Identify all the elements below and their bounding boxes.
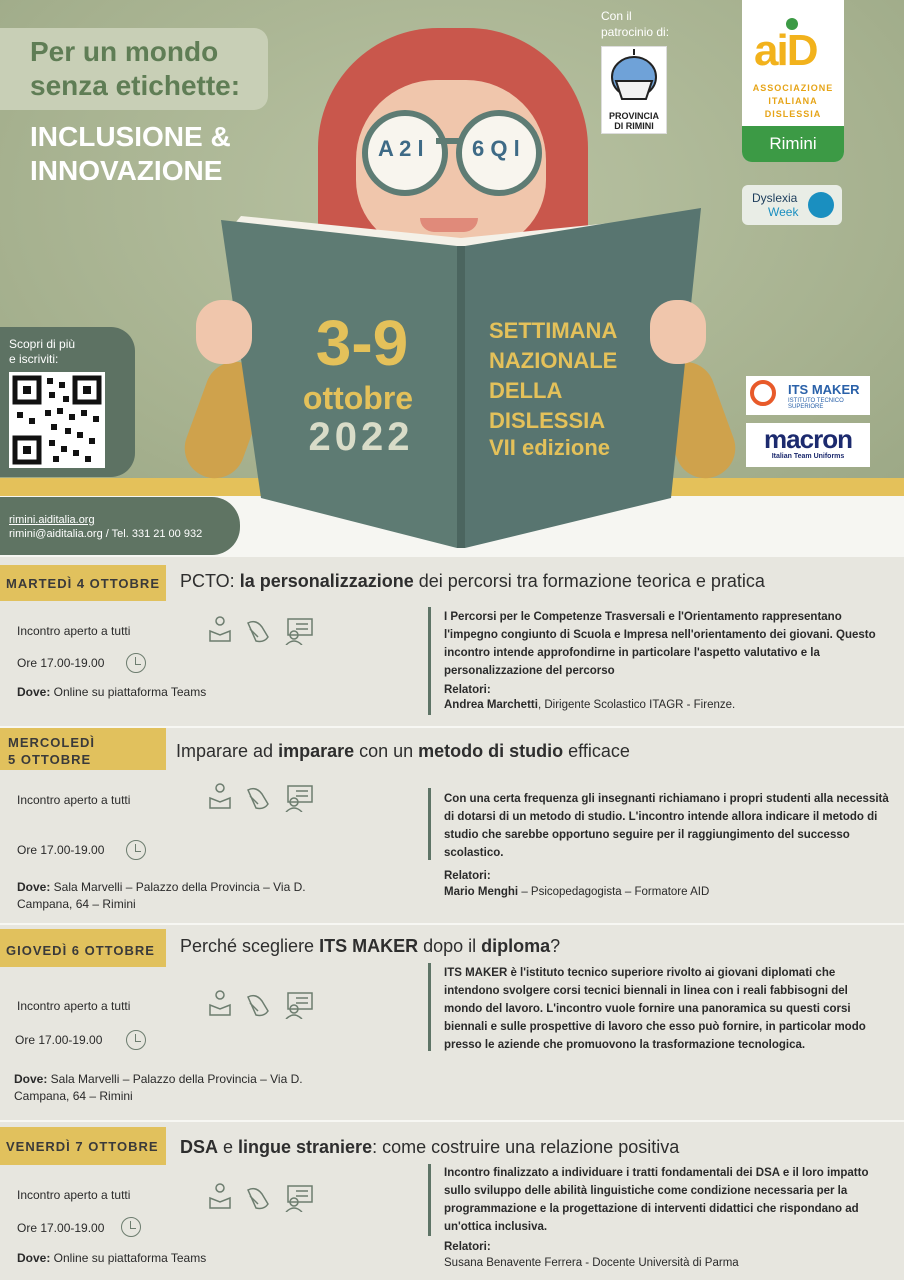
location-text: Sala Marvelli – Palazzo della Provincia – Via D. Campana, 64 – Rimini xyxy=(17,880,306,911)
contact-panel xyxy=(0,497,240,555)
divider-line xyxy=(428,1164,431,1236)
clock-icon xyxy=(126,653,146,673)
location-text: Sala Marvelli – Palazzo della Provincia – Via D. Campana, 64 – Rimini xyxy=(14,1072,303,1103)
week-line: NAZIONALE xyxy=(489,348,618,373)
event-day: VENERDÌ 7 OTTOBRE xyxy=(0,1127,166,1165)
title-bold: diploma xyxy=(481,936,551,956)
dyslexia-d-icon xyxy=(808,192,834,218)
aid-city: Rimini xyxy=(769,134,817,153)
email-phone[interactable]: rimini@aiditalia.org / Tel. 331 21 00 932 xyxy=(9,528,203,540)
speaker: Susana Benavente Ferrera - Docente Università di Parma xyxy=(444,1257,739,1269)
title-part: dei percorsi tra formazione teorica e pratica xyxy=(413,571,765,591)
glasses-letters: 6 Q l xyxy=(472,136,520,161)
subtitle-line: INCLUSIONE & xyxy=(30,121,231,152)
location-label: Dove: xyxy=(17,1251,51,1265)
speaker xyxy=(444,886,709,898)
event-card xyxy=(0,1122,904,1280)
macron-subtitle: Italian Team Uniforms xyxy=(771,453,845,460)
event-location xyxy=(17,879,317,913)
patronage-text xyxy=(601,8,669,40)
qr-caption-line: Scopri di più xyxy=(9,337,76,351)
aid-letters: aiD xyxy=(754,26,817,75)
title-bold: imparare xyxy=(278,741,355,761)
subtitle-line: INNOVAZIONE xyxy=(30,155,223,186)
divider-line xyxy=(428,963,431,1051)
glasses-left-icon xyxy=(362,110,448,196)
title-bold: la personalizzazione xyxy=(239,571,414,591)
event-title xyxy=(180,936,560,957)
aid-line: ITALIANA xyxy=(768,96,818,106)
website-link[interactable]: rimini.aiditalia.org xyxy=(9,514,95,526)
speakers-label: Relatori: xyxy=(444,1241,491,1253)
event-card xyxy=(0,557,904,726)
event-time: Ore 17.00-19.00 xyxy=(17,656,105,670)
provincia-line: PROVINCIA xyxy=(608,111,659,121)
edition-label: VII edizione xyxy=(489,435,611,460)
title-part: efficace xyxy=(563,741,630,761)
speaker xyxy=(444,699,735,711)
title-part: dopo il xyxy=(418,936,482,956)
speaker-role: – Psicopedagogista – Formatore AID xyxy=(518,886,710,898)
divider-line xyxy=(428,607,431,715)
title-bold: DSA xyxy=(180,1137,219,1157)
day-line: MERCOLEDÌ xyxy=(8,735,95,750)
event-year: 2022 xyxy=(308,415,414,459)
audience-icons xyxy=(206,1182,316,1212)
event-card xyxy=(0,925,904,1120)
event-card xyxy=(0,728,904,923)
its-title: ITS MAKER xyxy=(788,382,860,397)
its-maker-logo[interactable] xyxy=(746,376,870,415)
event-location xyxy=(17,684,297,701)
main-title xyxy=(30,35,270,103)
location-text: Online su piattaforma Teams xyxy=(50,685,207,699)
event-time: Ore 17.00-19.00 xyxy=(17,843,105,857)
week-title xyxy=(489,316,659,436)
dyslexia-line: Dyslexia xyxy=(752,191,798,205)
open-to-all: Incontro aperto a tutti xyxy=(17,999,131,1013)
provincia-label xyxy=(602,111,666,131)
title-part: con un xyxy=(354,741,419,761)
title-line: Per un mondo xyxy=(30,36,219,67)
title-part: e xyxy=(218,1137,239,1157)
its-ring-icon xyxy=(750,380,776,406)
qr-code[interactable] xyxy=(9,372,105,468)
event-day xyxy=(0,728,166,770)
event-dates: 3-9 xyxy=(315,307,409,379)
dyslexia-week-logo[interactable] xyxy=(742,185,842,225)
macron-title: macron xyxy=(764,424,852,454)
week-line: DELLA xyxy=(489,378,563,403)
aid-line: DISLESSIA xyxy=(764,109,822,119)
week-line: SETTIMANA xyxy=(489,318,618,343)
title-part: PCTO: xyxy=(180,571,240,591)
day-line: 5 OTTOBRE xyxy=(8,752,92,767)
week-line: DISLESSIA xyxy=(489,408,606,433)
open-to-all: Incontro aperto a tutti xyxy=(17,793,131,807)
title-bold: ITS MAKER xyxy=(319,936,419,956)
title-part: Perché scegliere xyxy=(180,936,320,956)
divider-line xyxy=(428,788,431,860)
location-label: Dove: xyxy=(14,1072,48,1086)
clock-icon xyxy=(121,1217,141,1237)
title-part: : come costruire una relazione positiva xyxy=(372,1137,680,1157)
event-description: Con una certa frequenza gli insegnanti richiamano i propri studenti alla necessità di dotarsi di un metodo di studio. L'incontro intende allora indicare il metodo di studio che sarebbe opportuno seguire per il raggiungimento del successo scolastico. xyxy=(444,793,889,859)
speakers-label: Relatori: xyxy=(444,684,491,696)
event-description: ITS MAKER è l'istituto tecnico superiore rivolto ai giovani diplomati che intendono svolgere corsi tecnici biennali in linea con i reali fabbisogni del mondo del lavoro. L'incontro vuole fornire una panoramica su questi corsi biennali e sulle prospettive di lavoro che esso può fornire, in particolar modo presso le aziende che promuovono la trasformazione tecnologica. xyxy=(444,967,866,1051)
left-hand xyxy=(196,300,252,364)
provincia-crest-icon xyxy=(602,47,666,107)
clock-icon xyxy=(126,840,146,860)
location-label: Dove: xyxy=(17,880,51,894)
event-title xyxy=(180,1137,679,1158)
title-part: ? xyxy=(550,936,561,956)
hero-banner xyxy=(0,0,904,557)
speaker-role: , Dirigente Scolastico ITAGR - Firenze. xyxy=(537,699,736,711)
audience-icons xyxy=(206,989,316,1019)
location-label: Dove: xyxy=(17,685,51,699)
event-month: ottobre xyxy=(302,380,414,416)
event-location xyxy=(14,1071,319,1105)
location-text: Online su piattaforma Teams xyxy=(50,1251,207,1265)
its-subtitle: ISTITUTO TECNICO SUPERIORE xyxy=(788,398,844,410)
audience-icons xyxy=(206,615,316,645)
aid-logo[interactable] xyxy=(742,0,844,162)
audience-icons xyxy=(206,782,316,812)
open-to-all: Incontro aperto a tutti xyxy=(17,624,131,638)
title-part: Imparare ad xyxy=(176,741,279,761)
speaker-name: Mario Menghi xyxy=(444,886,519,898)
event-location xyxy=(17,1250,297,1267)
glasses-bridge xyxy=(436,138,460,144)
patronage-line: patrocinio di: xyxy=(601,25,670,39)
title-bold: lingue straniere xyxy=(238,1137,373,1157)
aid-line: ASSOCIAZIONE xyxy=(752,83,834,93)
qr-caption-line: e iscriviti: xyxy=(9,352,59,366)
qr-code-icon xyxy=(9,372,105,468)
event-description: Incontro finalizzato a individuare i tratti fondamentali dei DSA e il loro impatto sullo sviluppo delle abilità linguistiche come condizione necessaria per la programmazione e la progettazione di interventi didattici che rispondano ad un'ottica inclusiva. xyxy=(444,1167,869,1233)
event-day: MARTEDÌ 4 OTTOBRE xyxy=(0,565,166,601)
speakers-label: Relatori: xyxy=(444,870,491,882)
event-title xyxy=(176,741,630,762)
title-bold: metodo di studio xyxy=(418,741,564,761)
patronage-line: Con il xyxy=(601,9,632,23)
provincia-line: DI RIMINI xyxy=(614,121,654,131)
open-to-all: Incontro aperto a tutti xyxy=(17,1188,131,1202)
glasses-letters: A 2 l xyxy=(378,136,424,161)
subtitle xyxy=(30,120,290,188)
event-description: I Percorsi per le Competenze Trasversali e l'Orientamento rappresentano l'impegno congiunto di Scuola e Impresa nell'orientamento dei giovani. Questo incontro intende approfondirne in particolare l'aspetto valutativo e la personalizzazione del percorso xyxy=(444,611,876,677)
macron-logo[interactable] xyxy=(746,423,870,467)
glasses-right-icon xyxy=(456,110,542,196)
event-day: GIOVEDÌ 6 OTTOBRE xyxy=(0,929,166,967)
clock-icon xyxy=(126,1030,146,1050)
event-title xyxy=(180,571,765,592)
dyslexia-line: Week xyxy=(768,205,799,219)
event-time: Ore 17.00-19.00 xyxy=(15,1033,103,1047)
qr-caption xyxy=(9,337,119,367)
title-line: senza etichette: xyxy=(30,70,241,101)
speaker-name: Andrea Marchetti xyxy=(444,699,538,711)
event-time: Ore 17.00-19.00 xyxy=(17,1221,105,1235)
provincia-rimini-logo[interactable] xyxy=(601,46,667,134)
